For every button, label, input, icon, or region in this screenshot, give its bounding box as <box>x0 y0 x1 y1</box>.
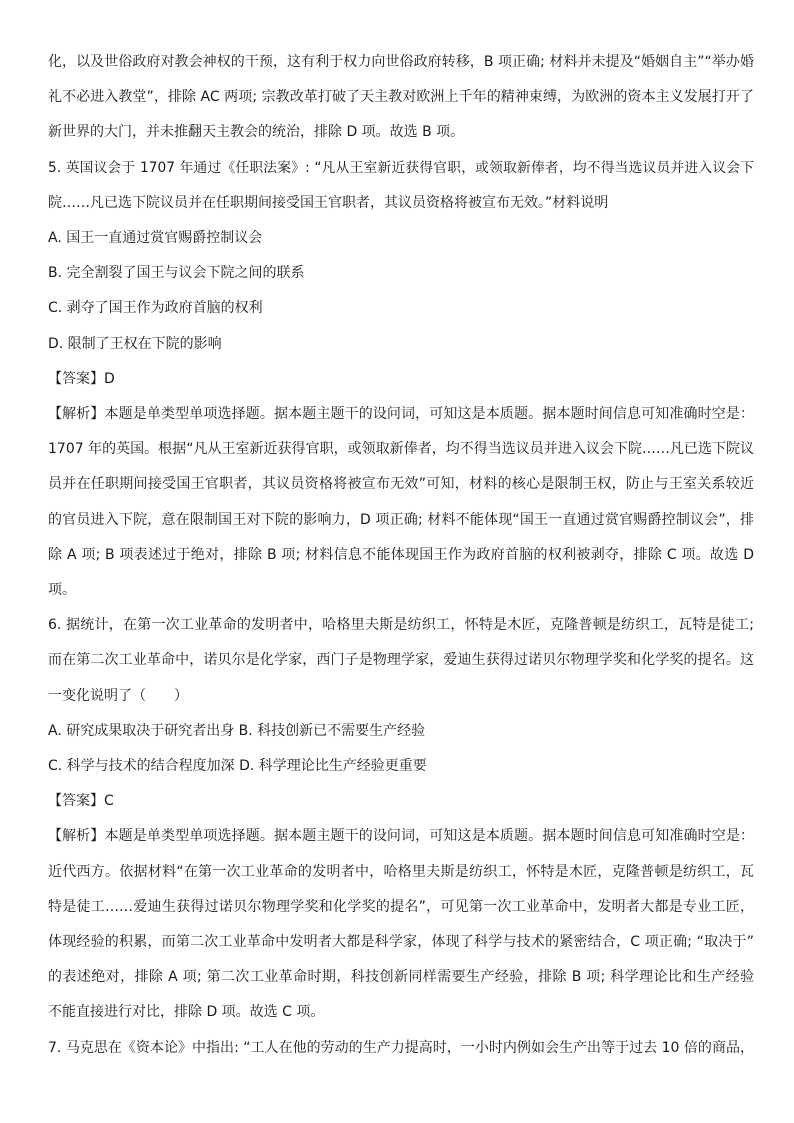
option-c: C. 剥夺了国王作为政府首脑的权利 <box>48 300 263 316</box>
analysis-line: 【解析】本题是单类型单项选择题。据本题主题干的设问词，可知这是本质题。据本题时间信息可知准确时空是： <box>48 828 754 844</box>
answer-label: 【答案】D <box>48 371 115 387</box>
answer-label: 【答案】C <box>48 793 114 809</box>
question-stem-line: 5. 英国议会于 1707 年通过《任职法案》: “凡从王室新近获得官职，或领取新俸者，均不得当选议员并进入议会下 <box>48 160 754 176</box>
analysis-line: 不能直接进行对比，排除 D 项。故选 C 项。 <box>48 1004 325 1020</box>
option-row: C. 科学与技术的结合程度加深 D. 科学理论比生产经验更重要 <box>48 758 427 774</box>
analysis-line: 【解析】本题是单类型单项选择题。据本题主题干的设问词，可知这是本质题。据本题时间信息可知准确时空是： <box>48 406 754 422</box>
option-a: A. 国王一直通过赏官赐爵控制议会 <box>48 230 263 246</box>
text-line: 化，以及世俗政府对教会神权的干预，这有利于权力向世俗政府转移，B 项正确; 材料并未提及“婚姻自主”“举办婚 <box>48 54 754 70</box>
question-stem-line: 院……凡已选下院议员并在任职期间接受国王官职者，其议员资格将被宣布无效。”材料说明 <box>48 195 609 211</box>
text-line: 礼不必进入教堂”，排除 AC 两项; 宗教改革打破了天主教对欧洲上千年的精神束缚，为欧洲的资本主义发展打开了 <box>48 89 754 105</box>
analysis-line: 近代西方。依据材料“在第一次工业革命的发明者中，哈格里夫斯是纺织工，怀特是木匠，克隆普顿是纺织工，瓦 <box>48 864 754 880</box>
option-b: B. 完全割裂了国王与议会下院之间的联系 <box>48 265 305 281</box>
question-stem-line: 一变化说明了（ ） <box>48 688 188 704</box>
option-d: D. 限制了王权在下院的影响 <box>48 336 222 352</box>
analysis-line: 的表述绝对，排除 A 项; 第二次工业革命时期，科技创新同样需要生产经验，排除 B 项; 科学理论比和生产经验 <box>48 969 754 985</box>
question-stem-line: 6. 据统计，在第一次工业革命的发明者中，哈格里夫斯是纺织工，怀特是木匠，克隆普顿是纺织工，瓦特是徒工; <box>48 617 754 633</box>
question-stem-line: 7. 马克思在《资本论》中指出: “工人在他的劳动的生产力提高时，一小时内例如会生产出等于过去 10 倍的商品， <box>48 1040 754 1056</box>
analysis-line: 的官员进入下院，意在限制国王对下院的影响力，D 项正确; 材料不能体现“国王一直通过赏官赐爵控制议会”，排 <box>48 512 754 528</box>
question-stem-line: 而在第二次工业革命中，诺贝尔是化学家，西门子是物理学家，爱迪生获得过诺贝尔物理学奖和化学奖的提名。这 <box>48 652 754 668</box>
analysis-line: 特是徒工……爱迪生获得过诺贝尔物理学奖和化学奖的提名”，可见第一次工业革命中，发明者大都是专业工匠， <box>48 899 754 915</box>
text-line: 新世界的大门，并未推翻天主教会的统治，排除 D 项。故选 B 项。 <box>48 124 465 140</box>
analysis-line: 1707 年的英国。根据“凡从王室新近获得官职，或领取新俸者，均不得当选议员并进入议会下院……凡已选下院议 <box>48 441 754 457</box>
analysis-line: 员并在任职期间接受国王官职者，其议员资格将被宣布无效”可知，材料的核心是限制王权，防止与王室关系较近 <box>48 476 754 492</box>
analysis-line: 项。 <box>48 582 76 598</box>
analysis-line: 体现经验的积累，而第二次工业革命中发明者大都是科学家，体现了科学与技术的紧密结合，C 项正确; “取决于” <box>48 934 754 950</box>
analysis-line: 除 A 项; B 项表述过于绝对，排除 B 项; 材料信息不能体现国王作为政府首脑的权利被剥夺，排除 C 项。故选 D <box>48 547 754 563</box>
option-row: A. 研究成果取决于研究者出身 B. 科技创新已不需要生产经验 <box>48 723 426 739</box>
